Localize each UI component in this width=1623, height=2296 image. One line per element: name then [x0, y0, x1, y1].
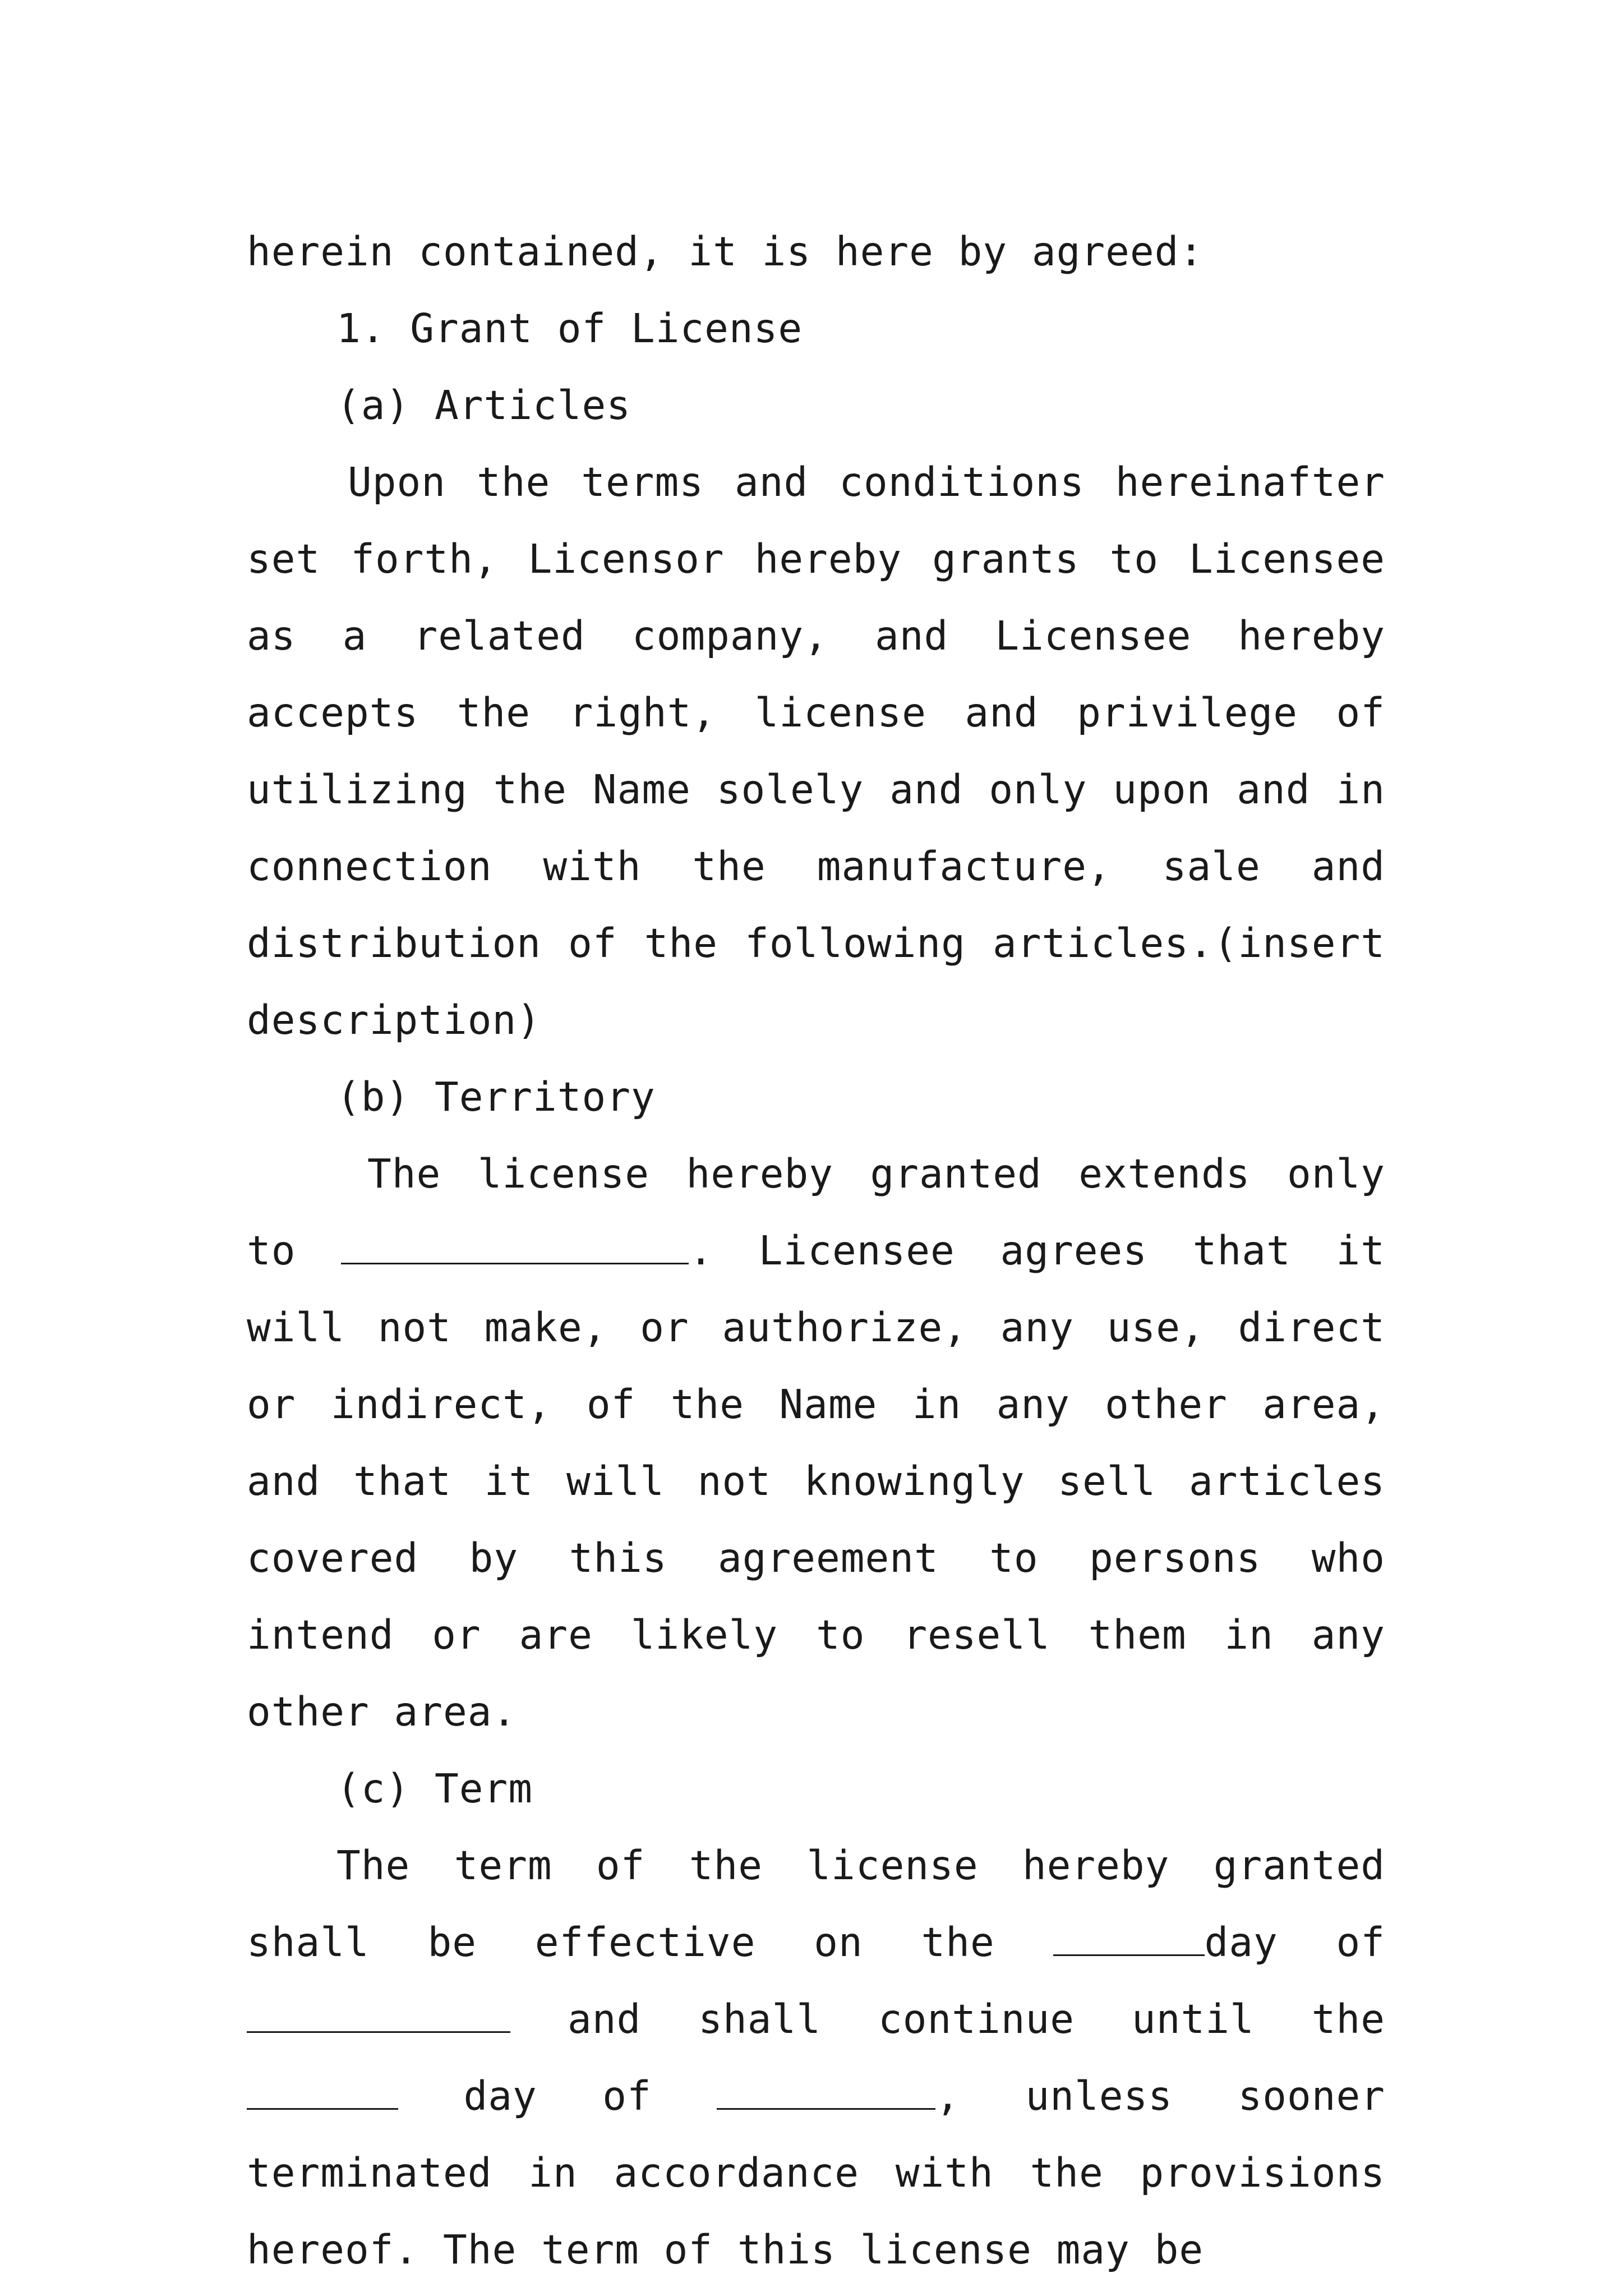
territory-blank — [341, 1229, 689, 1264]
term-text-2: day of — [1204, 1919, 1386, 1966]
start-month-blank — [247, 1998, 510, 2033]
territory-text-start: The license hereby granted extends only to — [247, 1151, 1385, 1274]
term-text-3: and shall continue until the — [568, 1996, 1385, 2042]
term-text-1: The term of the license hereby granted shall be effective on the — [247, 1842, 1385, 1966]
territory-text-rest: . Licensee agrees that it will not make, or authorize, any use, direct or indirect, of the Name in any other area, and that it will not knowingly sell articles covered by this agreement to persons who intend or are likely to resell them in any other area. — [247, 1227, 1386, 1735]
section-1-heading: 1. Grant of License — [336, 305, 803, 352]
intro-line: herein contained, it is here by agreed: — [247, 228, 1204, 275]
term-text-4: day of — [463, 2073, 652, 2119]
term-text-5: , unless sooner terminated in accordance with the provisions hereof. The term of this license may be — [247, 2073, 1385, 2273]
subsection-b-paragraph — [247, 1135, 1385, 1750]
start-day-blank — [1053, 1921, 1205, 1956]
subsection-a-heading: (a) Articles — [336, 382, 631, 429]
end-month-blank — [717, 2074, 935, 2110]
subsection-c-heading: (c) Term — [336, 1765, 533, 1812]
subsection-a-paragraph: Upon the terms and conditions hereinafter set forth, Licensor hereby grants to Licensee as a related company, and Licensee hereby accepts the right, license and privilege of utilizing the Name solely and only upon and in connection with the manufacture, sale and distribution of the following articles.(insert description) — [247, 459, 1385, 1043]
subsection-b-heading: (b) Territory — [336, 1074, 656, 1120]
subsection-c-paragraph — [247, 1827, 1385, 2288]
end-day-blank — [247, 2074, 398, 2110]
document-body — [247, 213, 1385, 2288]
